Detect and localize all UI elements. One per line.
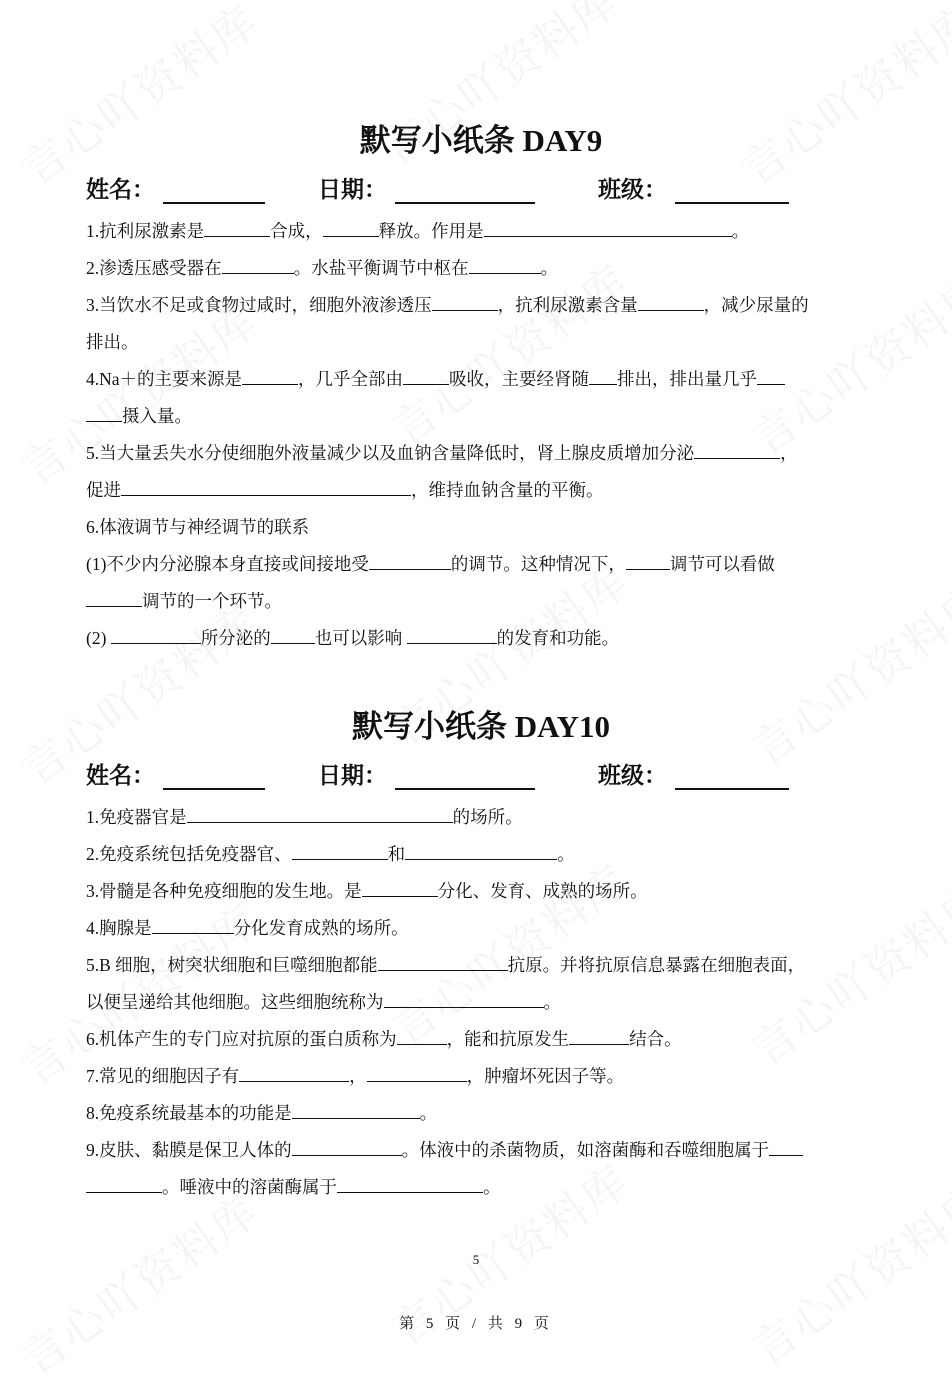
question: 8.免疫系统最基本的功能是 。 (86, 1103, 438, 1123)
day9-title: 默写小纸条 DAY9 (359, 123, 603, 158)
question: (2) 所分泌的 也可以影响 的发育和功能。 (86, 628, 620, 648)
question: (1)不少内分泌腺本身直接或间接地受 的调节。这种情况下， 调节可以看做 (86, 554, 775, 574)
day9-header-fields (86, 167, 876, 207)
question: 1.抗利尿激素是 合成， 释放。作用是 。 (86, 221, 750, 241)
day10-section (86, 701, 876, 1206)
day9-section (86, 115, 876, 657)
question: 4.胸腺是 分化发育成熟的场所。 (86, 918, 409, 938)
question: 3.当饮水不足或食物过咸时，细胞外液渗透压 ，抗利尿激素含量 ，减少尿量的 (86, 295, 809, 315)
question: 。唾液中的溶菌酶属于 。 (86, 1169, 876, 1206)
question: 5.B 细胞，树突状细胞和巨噬细胞都能 抗原。并将抗原信息暴露在细胞表面， (86, 955, 806, 975)
question: 排出。 (86, 332, 139, 352)
page-footer: 第 5 页 / 共 9 页 (399, 1316, 553, 1332)
question: 以便呈递给其他细胞。这些细胞统称为 。 (86, 992, 561, 1012)
class-field[interactable]: 班级： (598, 757, 789, 790)
name-field[interactable]: 姓名： (86, 171, 318, 204)
question: 2.免疫系统包括免疫器官、 和 。 (86, 844, 575, 864)
question: 5.当大量丢失水分使细胞外液量减少以及血钠含量降低时，肾上腺皮质增加分泌 ， (86, 443, 798, 463)
class-field[interactable]: 班级： (598, 171, 789, 204)
question: 2.渗透压感受器在 。水盐平衡调节中枢在 。 (86, 258, 559, 278)
day10-header-fields (86, 753, 876, 793)
question: 3.骨髓是各种免疫细胞的发生地。是 分化、发育、成熟的场所。 (86, 881, 648, 901)
question: 4.Na＋的主要来源是 ，几乎全部由 吸收，主要经肾随 排出，排出量几乎 (86, 361, 876, 398)
name-field[interactable]: 姓名： (86, 757, 318, 790)
question: 促进 ，维持血钠含量的平衡。 (86, 480, 604, 500)
question: 9.皮肤、黏膜是保卫人体的 。体液中的杀菌物质，如溶菌酶和吞噬细胞属于 (86, 1132, 876, 1169)
question: 1.免疫器官是 的场所。 (86, 807, 523, 827)
watermark (7, 1177, 270, 1387)
question: 调节的一个环节。 (86, 583, 876, 620)
date-field[interactable]: 日期： (318, 171, 598, 204)
question: 6.机体产生的专门应对抗原的蛋白质称为 ，能和抗原发生 结合。 (86, 1029, 682, 1049)
page-number: 5 (472, 1252, 480, 1267)
day10-title: 默写小纸条 DAY10 (351, 709, 611, 744)
question: 摄入量。 (86, 398, 876, 435)
question: 6.体液调节与神经调节的联系 (86, 517, 310, 537)
date-field[interactable]: 日期： (318, 757, 598, 790)
question: 7.常见的细胞因子有 ， ，肿瘤坏死因子等。 (86, 1066, 625, 1086)
